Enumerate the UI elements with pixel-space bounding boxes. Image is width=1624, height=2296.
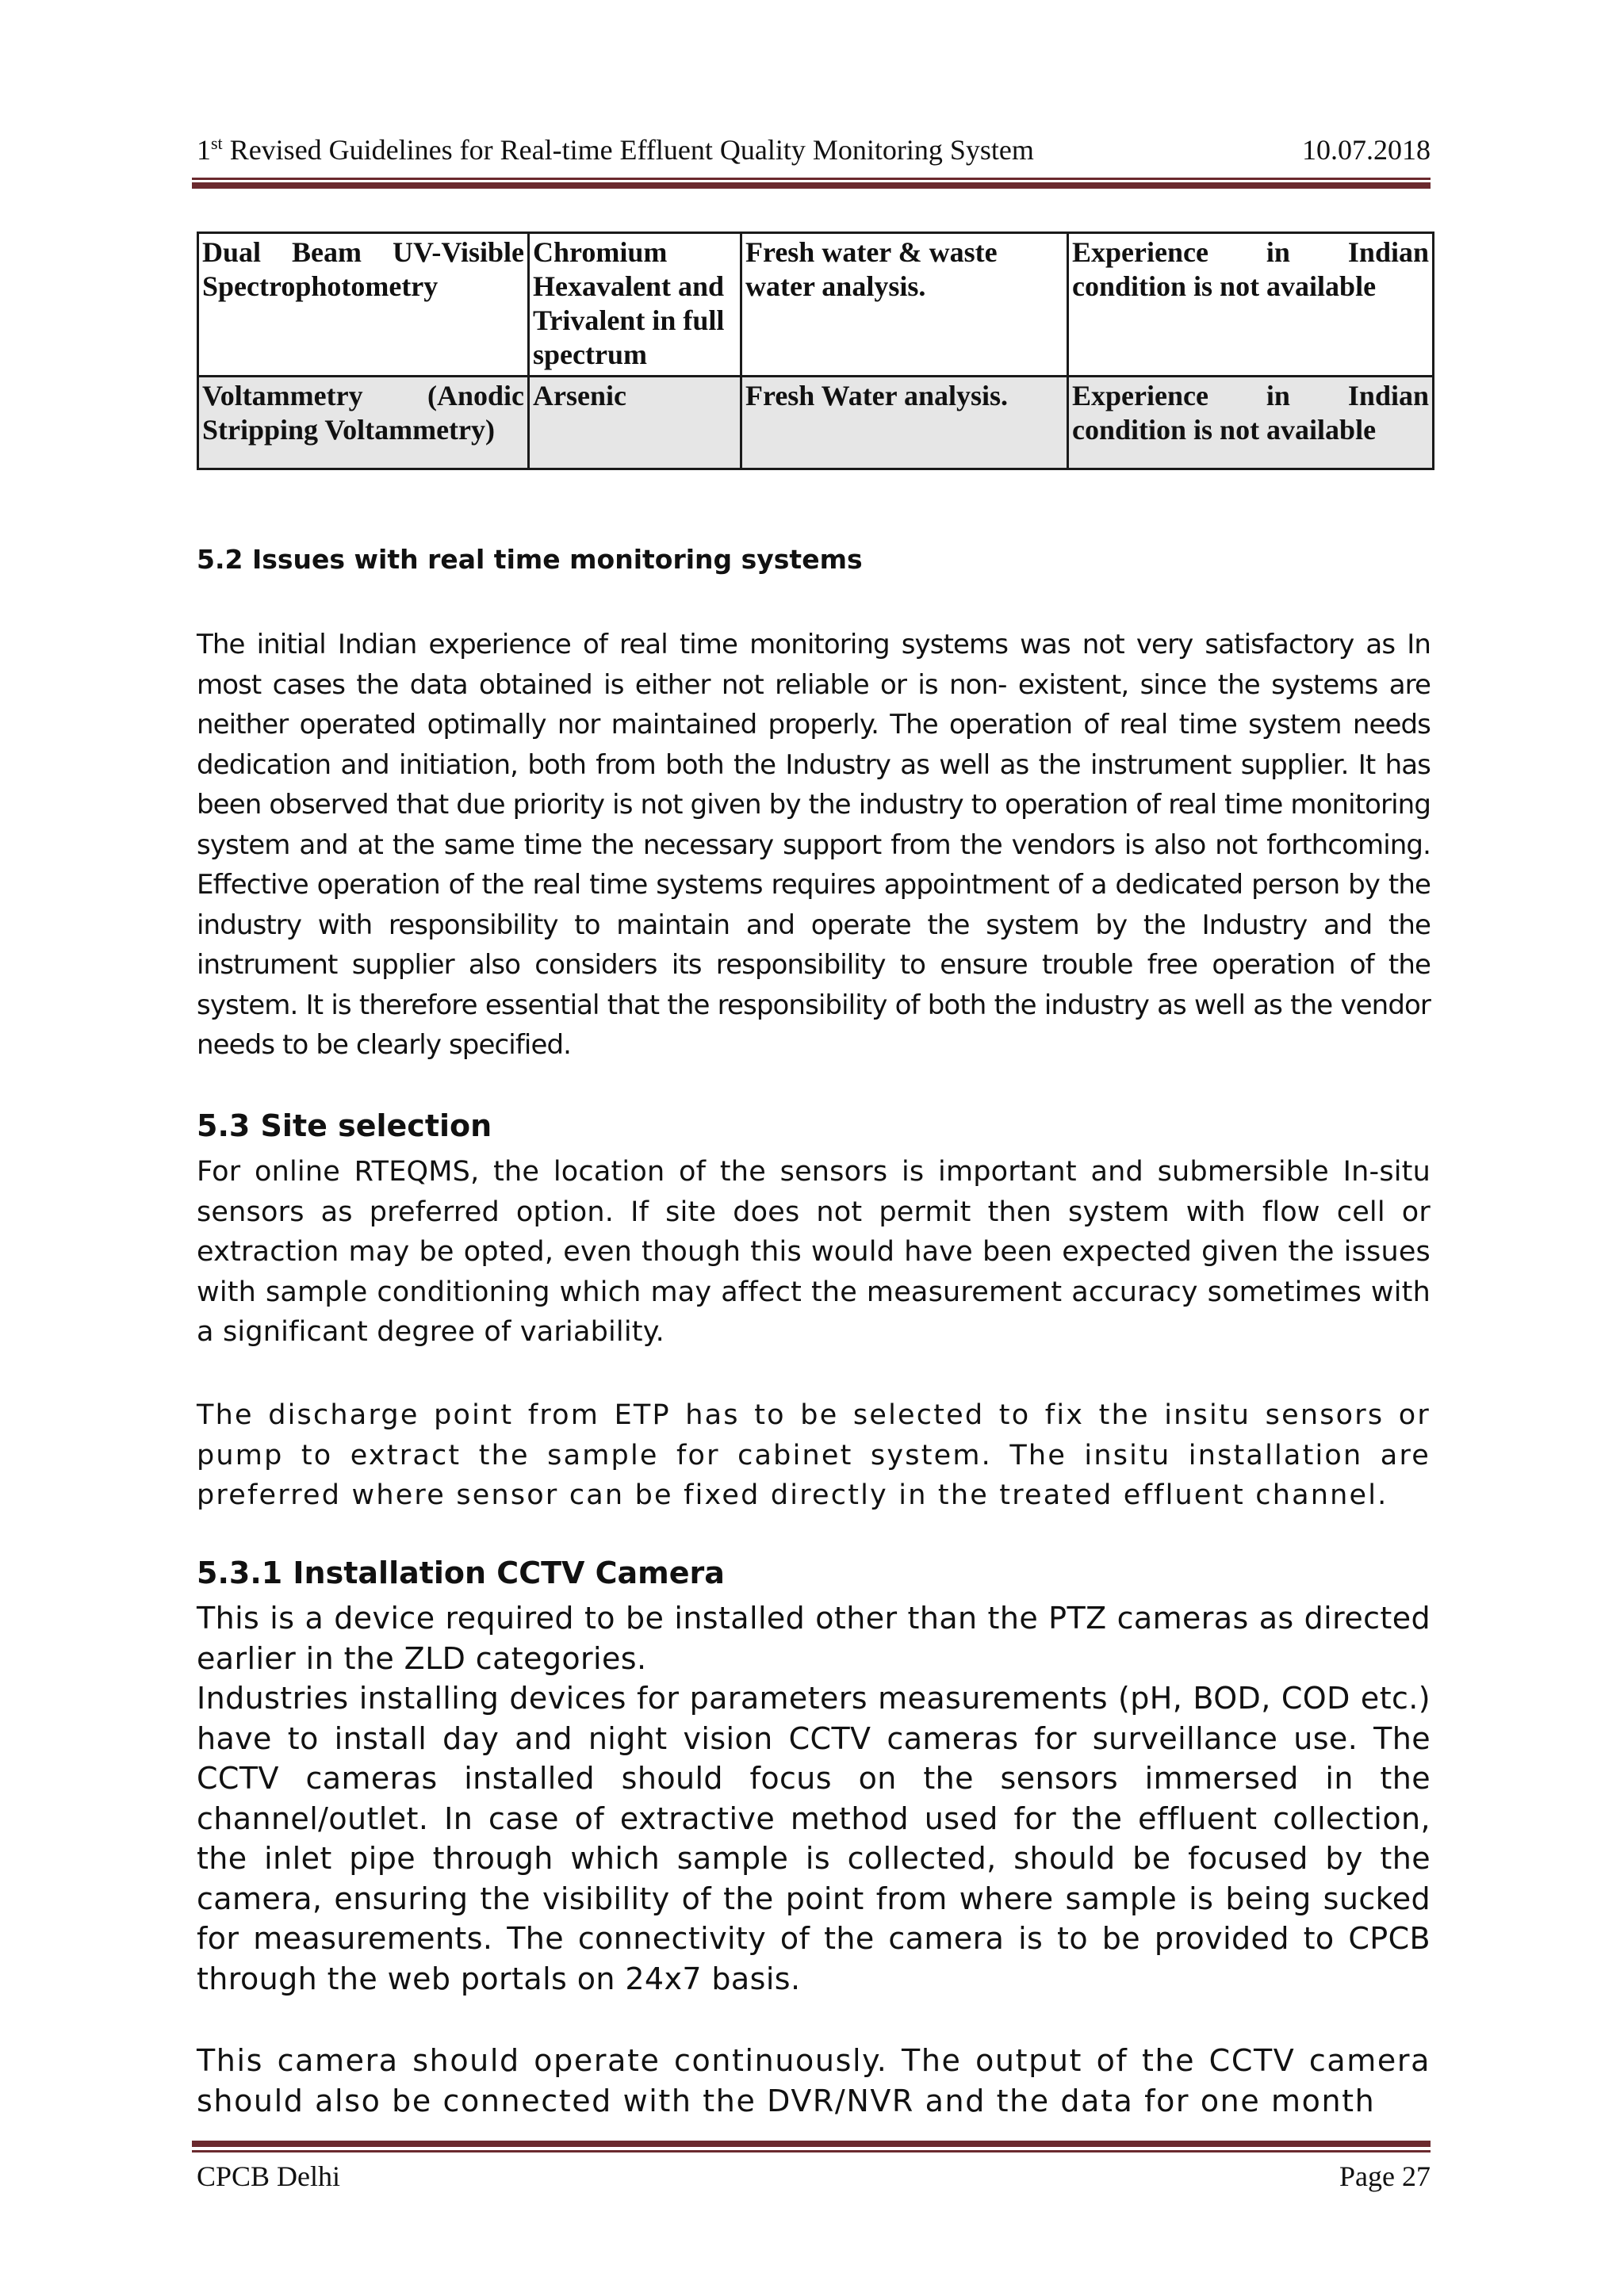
table-cell-parameter: Chromium Hexavalent and Trivalent in full spectrum [529, 233, 741, 377]
header-divider-thick [192, 182, 1431, 189]
table-cell-application: Fresh water & waste water analysis. [741, 233, 1068, 377]
section-5-3-1-body-1a: This is a device required to be installed other than the PTZ cameras as directed earlier in the ZLD categories. [197, 1601, 1431, 1676]
section-5-3-body-1: For online RTEQMS, the location of the sensors is important and submersible In-situ sensors as preferred option. If site does not permit then system with flow cell or extraction may be opted, even though this would have been expected given the issues with sample conditioning which may affect the measurement accuracy sometimes with a significant degree of variability. [197, 1156, 1431, 1348]
footer-divider-thick [192, 2141, 1431, 2147]
table-cell-remark: Experience in Indian condition is not available [1068, 377, 1434, 469]
table-row [198, 233, 1434, 377]
section-heading-5-3: 5.3 Site selection [197, 1108, 492, 1143]
footer-divider [192, 2150, 1431, 2152]
section-5-3-1-body-1 [197, 1598, 1431, 1999]
footer-page-number: Page 27 [1339, 2160, 1431, 2192]
table-row [198, 377, 1434, 469]
technology-table [197, 232, 1434, 470]
page-header [197, 133, 1431, 173]
section-5-3-1-body-2: This camera should operate continuously. The output of the CCTV camera should also be connected with the DVR/NVR and the data for one month [197, 2043, 1431, 2118]
section-5-3-body-2: The discharge point from ETP has to be selected to fix the insitu sensors or pump to extract the sample for cabinet system. The insitu installation are preferred where sensor can be fixed directly in the treated effluent channel. [197, 1399, 1431, 1511]
page-footer [197, 2160, 1431, 2199]
header-title: 1st Revised Guidelines for Real-time Effluent Quality Monitoring System [197, 133, 1034, 166]
table-cell-technique: Dual Beam UV-Visible Spectrophotometry [198, 233, 529, 377]
table-cell-remark: Experience in Indian condition is not available [1068, 233, 1434, 377]
section-5-2-body: The initial Indian experience of real time monitoring systems was not very satisfactory as In most cases the data obtained is either not reliable or is non- existent, since the systems are neither operated optimally nor maintained properly. The operation of real time system needs dedication and initiation, both from both the Industry as well as the instrument supplier. It has been observed that due priority is not given by the industry to operation of real time monitoring system and at the same time the necessary support from the vendors is also not forthcoming. Effective operation of the real time systems requires appointment of a dedicated person by the industry with responsibility to maintain and operate the system by the Industry and the instrument supplier also considers its responsibility to ensure trouble free operation of the system. It is therefore essential that the responsibility of both the industry as well as the vendor needs to be clearly specified. [197, 629, 1431, 1061]
header-date: 10.07.2018 [1302, 134, 1431, 166]
header-divider [192, 178, 1431, 180]
section-heading-5-2: 5.2 Issues with real time monitoring systems [197, 544, 863, 575]
table-cell-technique: Voltammetry (Anodic Stripping Voltammetry) [198, 377, 529, 469]
section-5-3-1-body-1b: Industries installing devices for parameters measurements (pH, BOD, COD etc.) have to install day and night vision CCTV cameras for surveillance use. The CCTV cameras installed should focus on the sensors immersed in the channel/outlet. In case of extractive method used for the effluent collection, the inlet pipe through which sample is collected, should be focused by the camera, ensuring the visibility of the point from where sample is being sucked for measurements. The connectivity of the camera is to be provided to CPCB through the web portals on 24x7 basis. [197, 1681, 1431, 1996]
table-cell-application: Fresh Water analysis. [741, 377, 1068, 469]
table-cell-parameter: Arsenic [529, 377, 741, 469]
section-heading-5-3-1: 5.3.1 Installation CCTV Camera [197, 1556, 725, 1590]
footer-organization: CPCB Delhi [197, 2160, 341, 2192]
